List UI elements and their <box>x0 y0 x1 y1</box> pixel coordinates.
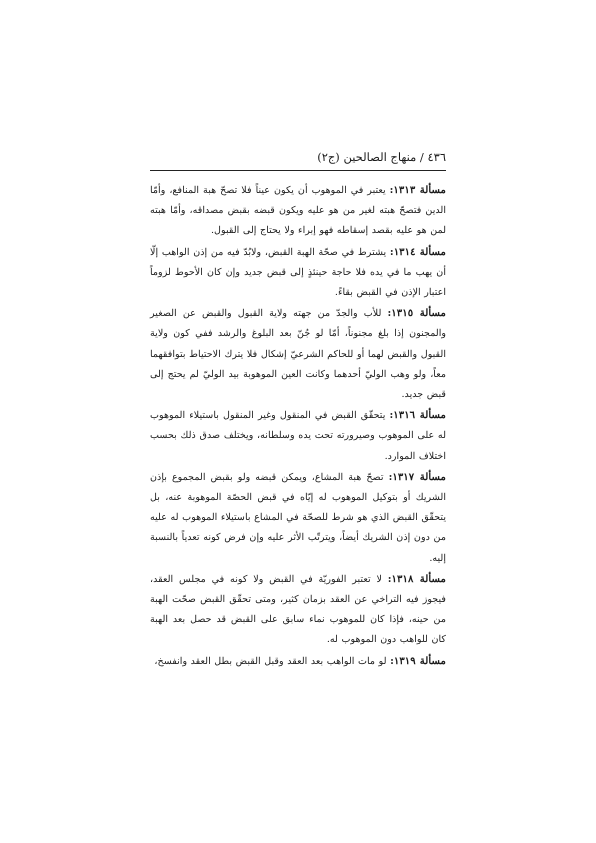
paragraph-1313 <box>150 180 446 242</box>
paragraph-1316 <box>150 405 446 467</box>
issue-heading: مسألة ١٣١٧: <box>388 470 446 483</box>
header-rule <box>150 170 446 171</box>
running-header <box>150 148 446 166</box>
issue-heading: مسألة ١٣١٥: <box>387 307 446 320</box>
running-title: ٤٣٦ / منهاج الصالحين (ج٢) <box>317 150 446 164</box>
issue-text: لا تعتبر الفوريّة في القبض ولا كونه في مجلس العقد، فيجوز فيه التراخي عن العقد بزمان كثير، ومتى تحقّق القبض صحّت الهبة من حينه، فإذا كان للموهوب نماء سابق على القبض قد حصل بعد الهبة كان للواهب دون الموهوب له. <box>150 573 446 646</box>
issue-heading: مسألة ١٣١٤: <box>389 245 446 258</box>
paragraph-1318 <box>150 569 446 651</box>
paragraph-1315 <box>150 303 446 405</box>
issue-text: يتحقّق القبض في المنقول وغير المنقول باستيلاء الموهوب له على الموهوب وصيرورته تحت يده وسلطانه، ويختلف صدق ذلك بحسب اختلاف الموارد. <box>150 410 446 462</box>
issue-text: للأب والجدّ من جهته ولاية القبول والقبض عن الصغير والمجنون إذا بلغ مجنوناً، أمّا لو جُنّ بعد البلوغ والرشد ففي كون ولاية القبول والقبض لهما أو للحاكم الشرعيّ إشكال فلا يترك الاحتياط بتوافقهما معاً، ولو وهب الوليّ أحدهما وكانت العين الموهوبة بيد الوليّ لم يحتج إلى قبض جديد. <box>150 308 446 401</box>
issue-text: تصحّ هبة المشاع، ويمكن قبضه ولو بقبض المجموع بإذن الشريك أو بتوكيل الموهوب له إيّاه في قبض الحصّة الموهوبة عنه، بل يتحقّق القبض الذي هو شرط للصحّة في المشاع باستيلاء الموهوب له عليه من دون إذن الشريك أيضاً، ويترتّب الأثر عليه وإن فرض كونه تعدياً بالنسبة إليه. <box>150 471 446 564</box>
issue-text: لو مات الواهب بعد العقد وقبل القبض بطل العقد وانفسخ، <box>154 655 387 667</box>
paragraph-1314 <box>150 242 446 304</box>
issue-heading: مسألة ١٣١٦: <box>389 409 446 422</box>
issue-heading: مسألة ١٣١٨: <box>387 572 446 585</box>
issue-heading: مسألة ١٣١٩: <box>390 654 446 667</box>
paragraph-1319 <box>150 651 446 672</box>
issue-heading: مسألة ١٣١٣: <box>389 184 446 196</box>
page-body <box>150 180 446 672</box>
issue-text: يعتبر في الموهوب أن يكون عيناً فلا تصحّ هبة المنافع، وأمّا الدين فتصحّ هبته لغير من هو عليه ويكون قبضه بقبض مصداقه، وأمّا هبته لمن هو عليه بقصد إسقاطه فهو إبراء ولا يحتاج إلى القبول. <box>150 185 446 237</box>
paragraph-1317 <box>150 467 446 569</box>
issue-text: يشترط في صحّة الهبة القبض، ولابُدّ فيه من إذن الواهب إلّا أن يهب ما في يده فلا حاجة حينئذٍ إلى قبض جديد وإن كان الأحوط لزوماً اعتبار الإذن في القبض بقاءً. <box>150 246 446 299</box>
